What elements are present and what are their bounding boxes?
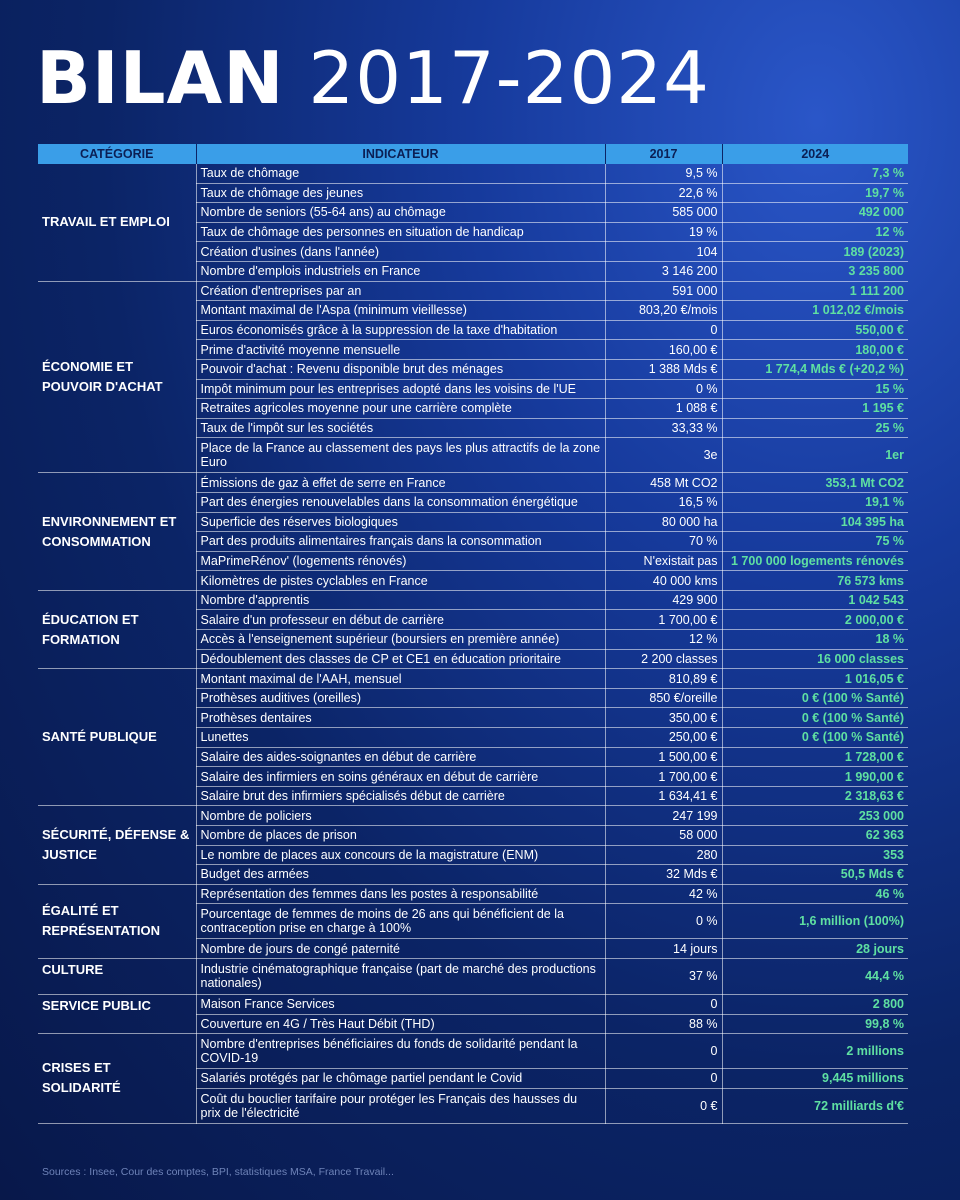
- value-2017-cell: 104: [605, 242, 722, 262]
- value-2017-cell: 250,00 €: [605, 728, 722, 748]
- category-cell: ÉDUCATION ET FORMATION: [38, 590, 196, 668]
- value-2024-cell: 1 111 200: [722, 281, 908, 301]
- value-2024-cell: 50,5 Mds €: [722, 865, 908, 885]
- value-2024-cell: 1 012,02 €/mois: [722, 301, 908, 321]
- value-2024-cell: 2 millions: [722, 1034, 908, 1069]
- value-2017-cell: 0: [605, 994, 722, 1014]
- value-2024-cell: 353,1 Mt CO2: [722, 473, 908, 493]
- indicator-cell: Nombre de seniors (55-64 ans) au chômage: [196, 203, 605, 223]
- indicator-cell: MaPrimeRénov' (logements rénovés): [196, 551, 605, 571]
- value-2017-cell: 429 900: [605, 590, 722, 610]
- value-2024-cell: 19,1 %: [722, 492, 908, 512]
- value-2024-cell: 0 € (100 % Santé): [722, 728, 908, 748]
- value-2024-cell: 0 € (100 % Santé): [722, 688, 908, 708]
- indicator-cell: Prime d'activité moyenne mensuelle: [196, 340, 605, 360]
- title-bold: BILAN: [36, 36, 285, 120]
- table-row: [38, 806, 908, 826]
- value-2024-cell: 353: [722, 845, 908, 865]
- indicator-cell: Part des énergies renouvelables dans la consommation énergétique: [196, 492, 605, 512]
- value-2017-cell: 1 634,41 €: [605, 786, 722, 806]
- table-row: [38, 1034, 908, 1069]
- value-2024-cell: 2 318,63 €: [722, 786, 908, 806]
- indicator-cell: Nombre de policiers: [196, 806, 605, 826]
- indicator-cell: Montant maximal de l'AAH, mensuel: [196, 669, 605, 689]
- value-2017-cell: 0: [605, 1034, 722, 1069]
- sources-note: Sources : Insee, Cour des comptes, BPI, statistiques MSA, France Travail...: [42, 1166, 394, 1178]
- value-2024-cell: 3 235 800: [722, 261, 908, 281]
- value-2024-cell: 104 395 ha: [722, 512, 908, 532]
- value-2017-cell: 1 088 €: [605, 399, 722, 419]
- value-2017-cell: 37 %: [605, 958, 722, 994]
- indicator-cell: Coût du bouclier tarifaire pour protéger les Français des hausses du prix de l'électricité: [196, 1088, 605, 1123]
- value-2017-cell: 0 %: [605, 379, 722, 399]
- value-2017-cell: 40 000 kms: [605, 571, 722, 591]
- value-2024-cell: 1 728,00 €: [722, 747, 908, 767]
- value-2024-cell: 76 573 kms: [722, 571, 908, 591]
- value-2017-cell: 16,5 %: [605, 492, 722, 512]
- indicator-cell: Dédoublement des classes de CP et CE1 en éducation prioritaire: [196, 649, 605, 669]
- value-2024-cell: 0 € (100 % Santé): [722, 708, 908, 728]
- category-cell: TRAVAIL ET EMPLOI: [38, 164, 196, 281]
- value-2017-cell: 850 €/oreille: [605, 688, 722, 708]
- value-2024-cell: 2 800: [722, 994, 908, 1014]
- indicator-cell: Couverture en 4G / Très Haut Débit (THD): [196, 1014, 605, 1034]
- value-2017-cell: 70 %: [605, 532, 722, 552]
- value-2024-cell: 1 700 000 logements rénovés: [722, 551, 908, 571]
- value-2017-cell: 3 146 200: [605, 261, 722, 281]
- value-2017-cell: 3e: [605, 438, 722, 473]
- value-2024-cell: 1 774,4 Mds € (+20,2 %): [722, 359, 908, 379]
- table-row: [38, 994, 908, 1014]
- value-2024-cell: 44,4 %: [722, 958, 908, 994]
- indicator-cell: Euros économisés grâce à la suppression de la taxe d'habitation: [196, 320, 605, 340]
- indicator-cell: Salaire d'un professeur en début de carrière: [196, 610, 605, 630]
- value-2017-cell: 80 000 ha: [605, 512, 722, 532]
- table-row: [38, 884, 908, 904]
- indicator-cell: Taux de chômage des personnes en situation de handicap: [196, 222, 605, 242]
- header-2024: 2024: [722, 144, 908, 164]
- value-2017-cell: 32 Mds €: [605, 865, 722, 885]
- indicator-cell: Nombre d'apprentis: [196, 590, 605, 610]
- indicator-cell: Place de la France au classement des pays les plus attractifs de la zone Euro: [196, 438, 605, 473]
- indicator-cell: Le nombre de places aux concours de la magistrature (ENM): [196, 845, 605, 865]
- value-2017-cell: 803,20 €/mois: [605, 301, 722, 321]
- indicator-cell: Taux de chômage des jeunes: [196, 183, 605, 203]
- category-cell: SANTÉ PUBLIQUE: [38, 669, 196, 806]
- value-2017-cell: 1 700,00 €: [605, 610, 722, 630]
- indicator-cell: Prothèses auditives (oreilles): [196, 688, 605, 708]
- value-2017-cell: 2 200 classes: [605, 649, 722, 669]
- value-2024-cell: 16 000 classes: [722, 649, 908, 669]
- indicator-cell: Kilomètres de pistes cyclables en France: [196, 571, 605, 591]
- category-cell: CULTURE: [38, 958, 196, 994]
- value-2024-cell: 25 %: [722, 418, 908, 438]
- category-cell: ENVIRONNEMENT ET CONSOMMATION: [38, 473, 196, 591]
- value-2024-cell: 18 %: [722, 630, 908, 650]
- summary-table-container: [38, 144, 908, 1124]
- indicator-cell: Budget des armées: [196, 865, 605, 885]
- value-2017-cell: 1 700,00 €: [605, 767, 722, 787]
- indicator-cell: Représentation des femmes dans les postes à responsabilité: [196, 884, 605, 904]
- value-2024-cell: 1er: [722, 438, 908, 473]
- header-indicator: INDICATEUR: [196, 144, 605, 164]
- table-row: [38, 473, 908, 493]
- value-2017-cell: 280: [605, 845, 722, 865]
- value-2017-cell: 247 199: [605, 806, 722, 826]
- indicator-cell: Nombre de jours de congé paternité: [196, 939, 605, 959]
- indicator-cell: Lunettes: [196, 728, 605, 748]
- indicator-cell: Nombre d'entreprises bénéficiaires du fonds de solidarité pendant la COVID-19: [196, 1034, 605, 1069]
- indicator-cell: Impôt minimum pour les entreprises adopté dans les voisins de l'UE: [196, 379, 605, 399]
- indicator-cell: Maison France Services: [196, 994, 605, 1014]
- indicator-cell: Salaire des aides-soignantes en début de carrière: [196, 747, 605, 767]
- value-2024-cell: 62 363: [722, 826, 908, 846]
- value-2024-cell: 1 195 €: [722, 399, 908, 419]
- value-2024-cell: 99,8 %: [722, 1014, 908, 1034]
- value-2024-cell: 180,00 €: [722, 340, 908, 360]
- value-2017-cell: 0 €: [605, 1088, 722, 1123]
- category-cell: ÉGALITÉ ET REPRÉSENTATION: [38, 884, 196, 958]
- indicator-cell: Prothèses dentaires: [196, 708, 605, 728]
- title-years: 2017-2024: [308, 36, 710, 120]
- value-2017-cell: 591 000: [605, 281, 722, 301]
- indicator-cell: Pourcentage de femmes de moins de 26 ans qui bénéficient de la contraception prise en charge à 100%: [196, 904, 605, 939]
- indicator-cell: Superficie des réserves biologiques: [196, 512, 605, 532]
- header-category: CATÉGORIE: [38, 144, 196, 164]
- value-2017-cell: N'existait pas: [605, 551, 722, 571]
- category-cell: SÉCURITÉ, DÉFENSE & JUSTICE: [38, 806, 196, 884]
- value-2017-cell: 1 388 Mds €: [605, 359, 722, 379]
- value-2017-cell: 19 %: [605, 222, 722, 242]
- table-row: [38, 164, 908, 183]
- value-2017-cell: 58 000: [605, 826, 722, 846]
- table-row: [38, 958, 908, 994]
- table-body: [38, 164, 908, 1123]
- value-2024-cell: 1,6 million (100%): [722, 904, 908, 939]
- value-2024-cell: 253 000: [722, 806, 908, 826]
- indicator-cell: Salaire des infirmiers en soins généraux en début de carrière: [196, 767, 605, 787]
- value-2017-cell: 585 000: [605, 203, 722, 223]
- value-2024-cell: 72 milliards d'€: [722, 1088, 908, 1123]
- value-2024-cell: 75 %: [722, 532, 908, 552]
- indicator-cell: Nombre de places de prison: [196, 826, 605, 846]
- value-2017-cell: 810,89 €: [605, 669, 722, 689]
- value-2024-cell: 189 (2023): [722, 242, 908, 262]
- value-2024-cell: 19,7 %: [722, 183, 908, 203]
- indicator-cell: Accès à l'enseignement supérieur (boursiers en première année): [196, 630, 605, 650]
- table-row: [38, 669, 908, 689]
- value-2017-cell: 458 Mt CO2: [605, 473, 722, 493]
- category-cell: CRISES ET SOLIDARITÉ: [38, 1034, 196, 1124]
- value-2017-cell: 88 %: [605, 1014, 722, 1034]
- indicator-cell: Salariés protégés par le chômage partiel pendant le Covid: [196, 1069, 605, 1089]
- value-2017-cell: 0: [605, 1069, 722, 1089]
- indicator-cell: Taux de l'impôt sur les sociétés: [196, 418, 605, 438]
- value-2017-cell: 160,00 €: [605, 340, 722, 360]
- page-title: [36, 38, 710, 118]
- value-2024-cell: 550,00 €: [722, 320, 908, 340]
- indicator-cell: Taux de chômage: [196, 164, 605, 183]
- value-2024-cell: 492 000: [722, 203, 908, 223]
- header-2017: 2017: [605, 144, 722, 164]
- value-2017-cell: 14 jours: [605, 939, 722, 959]
- value-2017-cell: 42 %: [605, 884, 722, 904]
- value-2024-cell: 1 042 543: [722, 590, 908, 610]
- value-2024-cell: 46 %: [722, 884, 908, 904]
- value-2017-cell: 22,6 %: [605, 183, 722, 203]
- indicator-cell: Création d'usines (dans l'année): [196, 242, 605, 262]
- value-2017-cell: 350,00 €: [605, 708, 722, 728]
- value-2024-cell: 1 990,00 €: [722, 767, 908, 787]
- indicator-cell: Émissions de gaz à effet de serre en France: [196, 473, 605, 493]
- indicator-cell: Retraites agricoles moyenne pour une carrière complète: [196, 399, 605, 419]
- value-2024-cell: 9,445 millions: [722, 1069, 908, 1089]
- table-row: [38, 590, 908, 610]
- category-cell: ÉCONOMIE ET POUVOIR D'ACHAT: [38, 281, 196, 473]
- summary-table: [38, 144, 908, 1124]
- table-header-row: [38, 144, 908, 164]
- indicator-cell: Part des produits alimentaires français dans la consommation: [196, 532, 605, 552]
- value-2024-cell: 7,3 %: [722, 164, 908, 183]
- table-row: [38, 281, 908, 301]
- value-2024-cell: 2 000,00 €: [722, 610, 908, 630]
- value-2024-cell: 15 %: [722, 379, 908, 399]
- indicator-cell: Industrie cinématographique française (part de marché des productions nationales): [196, 958, 605, 994]
- value-2017-cell: 1 500,00 €: [605, 747, 722, 767]
- value-2024-cell: 12 %: [722, 222, 908, 242]
- indicator-cell: Salaire brut des infirmiers spécialisés début de carrière: [196, 786, 605, 806]
- value-2017-cell: 9,5 %: [605, 164, 722, 183]
- indicator-cell: Création d'entreprises par an: [196, 281, 605, 301]
- value-2024-cell: 1 016,05 €: [722, 669, 908, 689]
- indicator-cell: Nombre d'emplois industriels en France: [196, 261, 605, 281]
- value-2017-cell: 0: [605, 320, 722, 340]
- category-cell: SERVICE PUBLIC: [38, 994, 196, 1033]
- value-2024-cell: 28 jours: [722, 939, 908, 959]
- value-2017-cell: 0 %: [605, 904, 722, 939]
- value-2017-cell: 33,33 %: [605, 418, 722, 438]
- indicator-cell: Montant maximal de l'Aspa (minimum vieillesse): [196, 301, 605, 321]
- value-2017-cell: 12 %: [605, 630, 722, 650]
- indicator-cell: Pouvoir d'achat : Revenu disponible brut des ménages: [196, 359, 605, 379]
